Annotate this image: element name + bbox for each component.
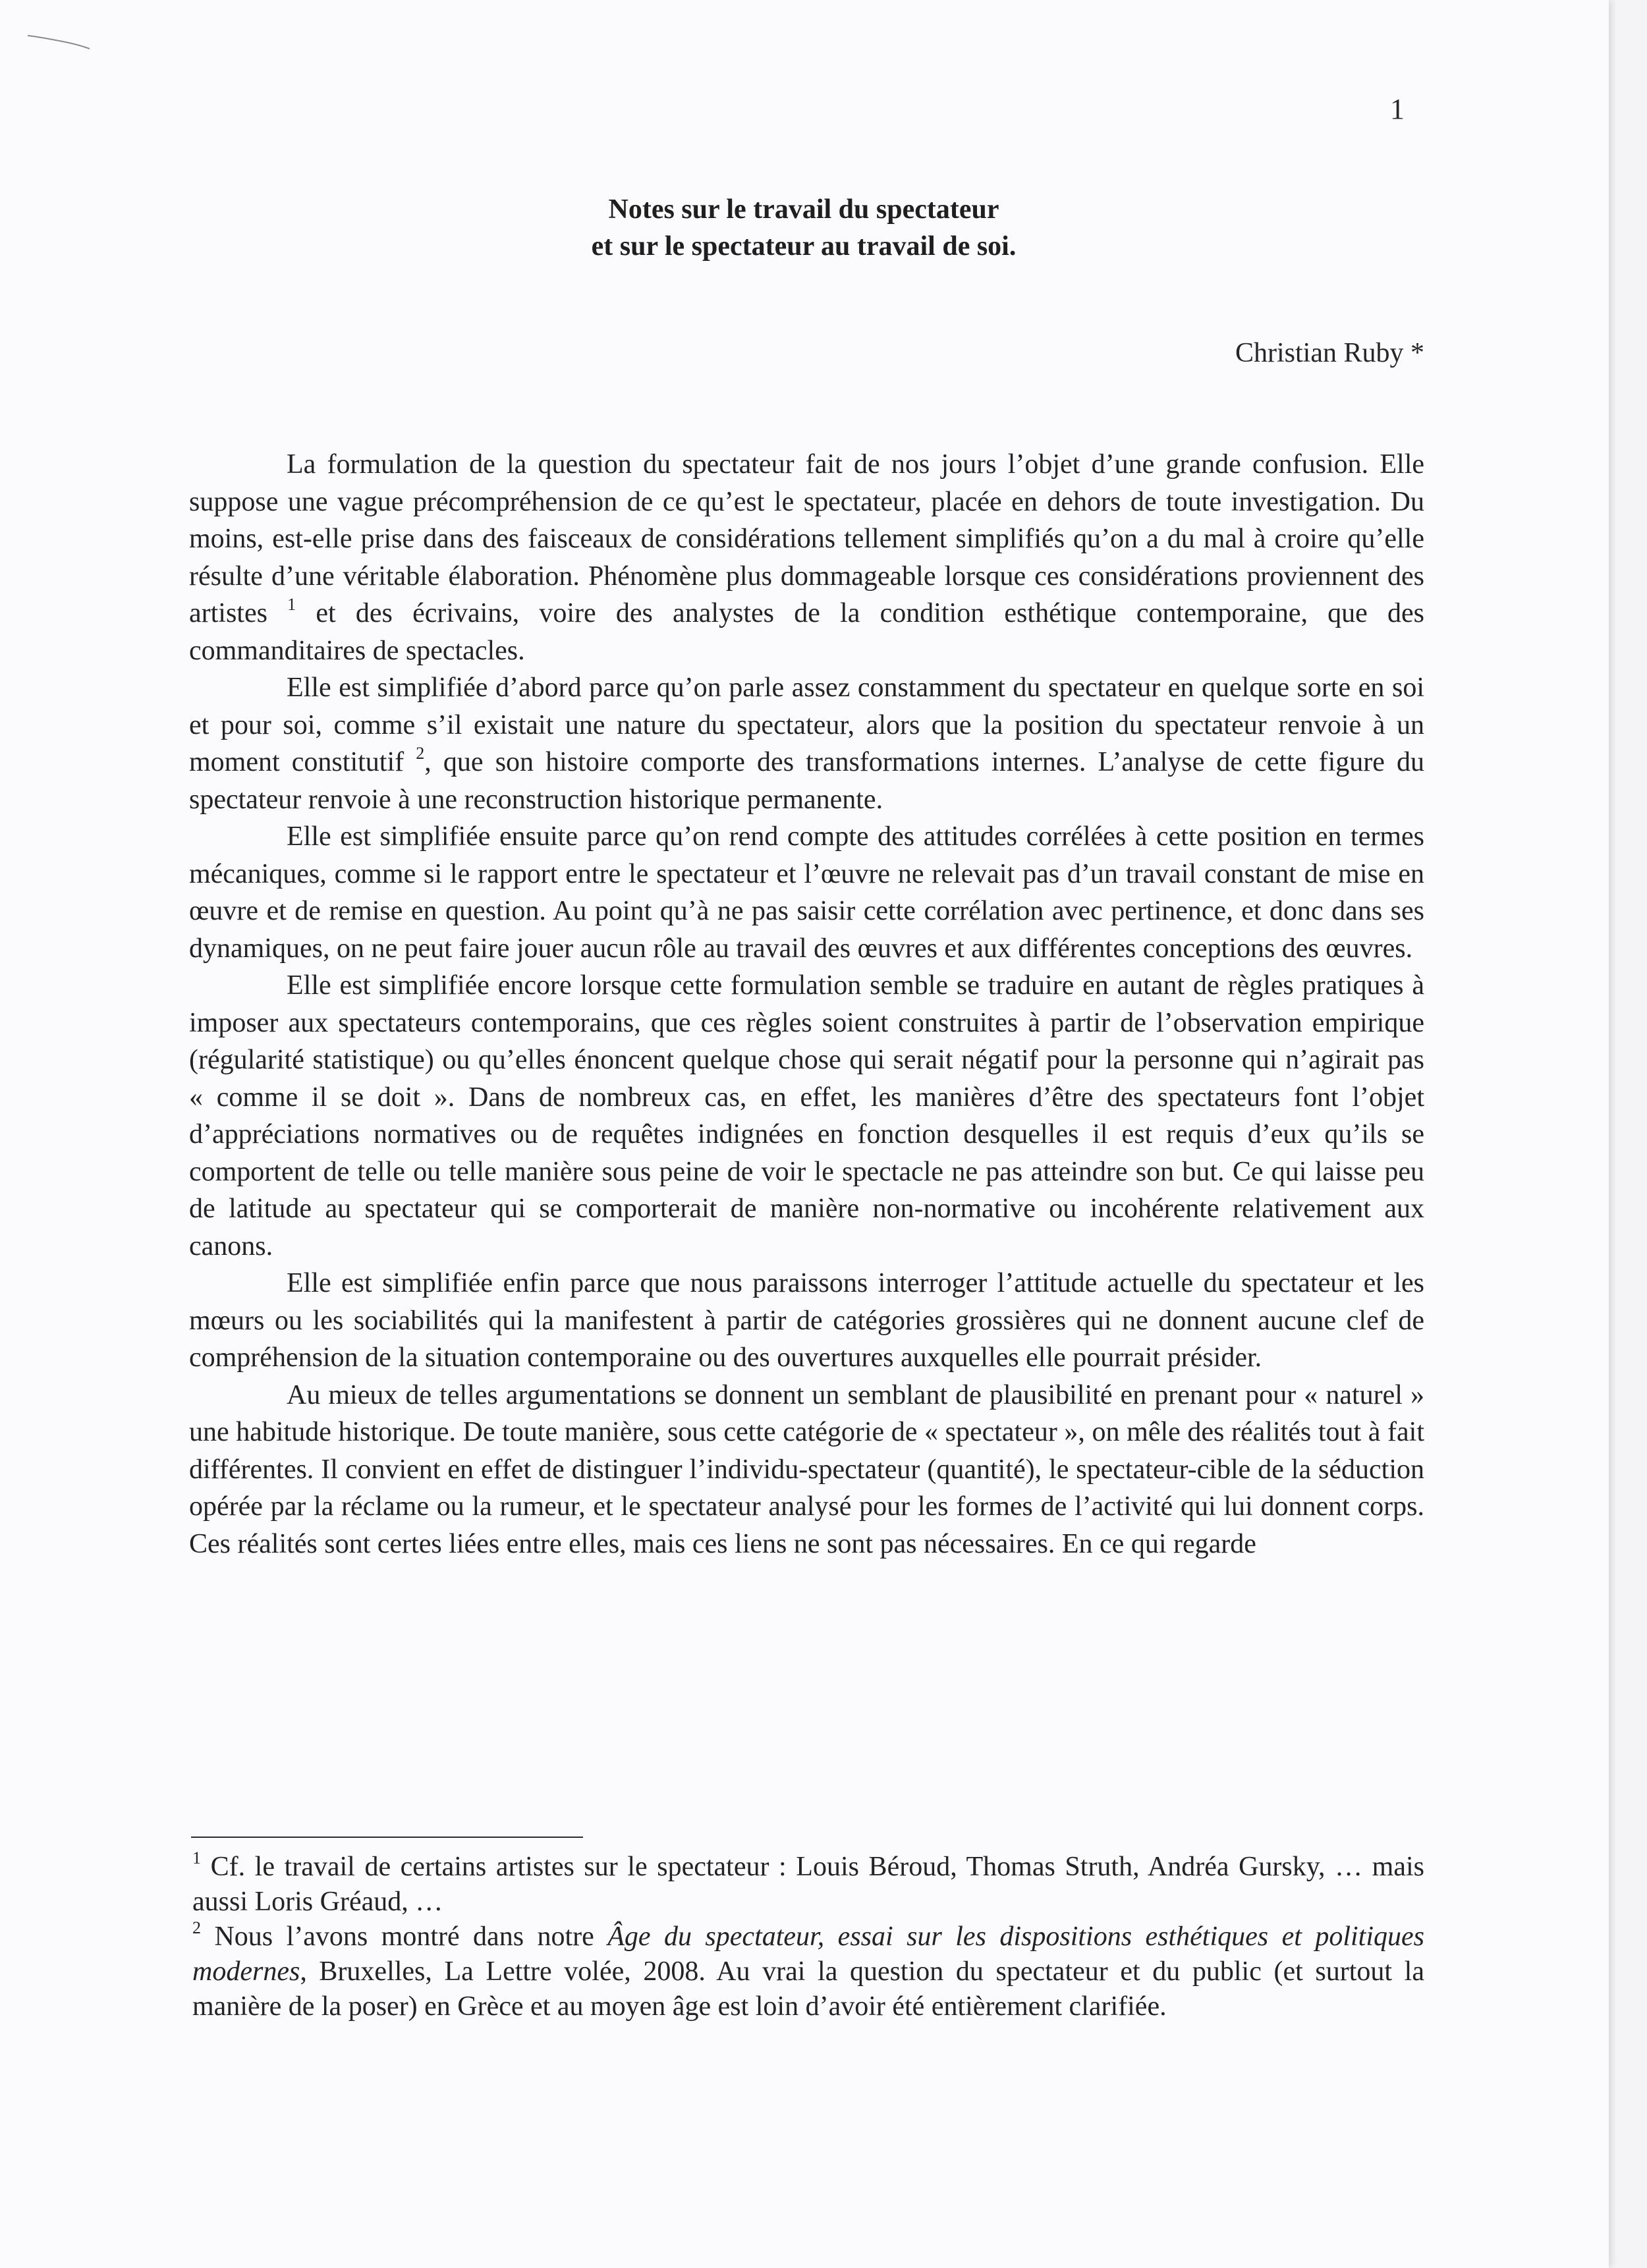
page-title [0,191,1607,265]
footnote-2 [192,1920,1424,2024]
paragraph-6: Au mieux de telles argumentations se donnent un semblant de plausibilité en prenant pour « naturel » une habitude historique. De toute manière, sous cette catégorie de « spectateur », on mêle des réalités tout à fait différentes. Il convient en effet de distinguer l’individu-spectateur (quantité), le spectateur-cible de la séduction opérée par la réclame ou la rumeur, et le spectateur analysé pour les formes de l’activité qui lui donnent corps. Ces réalités sont certes liées entre elles, mais ces liens ne sont pas nécessaires. En ce qui regarde [189,1379,1424,1559]
paragraph-1 [189,446,1424,669]
paragraph-3: Elle est simplifiée ensuite parce qu’on rend compte des attitudes corrélées à cette position en termes mécaniques, comme si le rapport entre le spectateur et l’œuvre ne relevait pas d’un travail constant de mise en œuvre et de remise en question. Au point qu’à ne pas saisir cette corrélation avec pertinence, et donc dans ses dynamiques, on ne peut faire jouer aucun rôle au travail des œuvres et aux différentes conceptions des œuvres. [189,821,1424,964]
paragraph-5: Elle est simplifiée enfin parce que nous paraissons interroger l’attitude actuelle du spectateur et les mœurs ou les sociabilités qui la manifestent à partir de catégories grossières qui ne donnent aucune clef de compréhension de la situation contemporaine ou des ouvertures auxquelles elle pourrait présider. [189,1268,1424,1373]
paragraph-4: Elle est simplifiée encore lorsque cette formulation semble se traduire en autant de règles pratiques à imposer aux spectateurs contemporains, que ces règles soient construites à partir de l’observation empirique (régularité statistique) ou qu’elles énoncent quelque chose qui serait négatif pour la personne qui n’agirait pas « comme il se doit ». Dans de nombreux cas, en effet, les manières d’être des spectateurs font l’objet d’appréciations normatives ou de requêtes indignées en fonction desquelles il est requis d’eux qu’ils se comportent de telle ou telle manière sous peine de voir le spectacle ne pas atteindre son but. Ce qui laisse peu de latitude au spectateur qui se comporterait de manière non-normative ou incohérente relativement aux canons. [189,970,1424,1261]
footnote-ref-1[interactable]: 1 [287,595,296,614]
footnote-ref-2[interactable]: 2 [416,744,425,763]
paragraph-2 [189,669,1424,818]
footnote-divider [191,1837,583,1838]
author: Christian Ruby * [1235,338,1424,368]
body-text [189,446,1424,1563]
paragraph-2-text-b: , que son histoire comporte des transformations internes. L’analyse de cette figure du spectateur renvoie à une reconstruction historique permanente. [189,747,1425,815]
title-line-1: Notes sur le travail du spectateur [608,194,999,225]
page-number: 1 [1390,93,1405,125]
paragraph-2-text-a: Elle est simplifiée d’abord parce qu’on parle assez constamment du spectateur en quelque sorte en soi et pour soi, comme s’il existait une nature du spectateur, alors que la position du spectateur renvoie à un moment constitutif [189,673,1424,777]
footnote-2-mark: 2 [192,1918,201,1937]
paragraph-1-text-b: et des écrivains, voire des analystes de la condition esthétique contemporaine, que des commanditaires de spectacles. [189,598,1424,666]
title-line-2: et sur le spectateur au travail de soi. [591,231,1017,262]
footnote-2-text-post: , Bruxelles, La Lettre volée, 2008. Au vrai la question du spectateur et du public (et surtout la manière de la poser) en Grèce et au moyen âge est loin d’avoir été entièrement clarifiée. [192,1956,1424,2022]
footnote-2-text-pre: Nous l’avons montré dans notre [201,1922,608,1952]
paragraph-1-text-a: La formulation de la question du spectateur fait de nos jours l’objet d’une grande confusion. Elle suppose une vague précompréhension de ce qu’est le spectateur, placée en dehors de toute investigation. Du moins, est-elle prise dans des faisceaux de considérations tellement simplifiés qu’on a du mal à croire qu’elle résulte d’une véritable élaboration. Phénomène plus dommageable lorsque ces considérations proviennent des artistes [189,449,1424,628]
footnote-2-book-title: Âge du spectateur, essai sur les dispositions esthétiques et politiques modernes [192,1922,1424,1987]
footnote-1 [192,1850,1424,1920]
footnote-1-mark: 1 [192,1848,201,1867]
footnote-1-text: Cf. le travail de certains artistes sur le spectateur : Louis Béroud, Thomas Struth, Andréa Gursky, … mais aussi Loris Gréaud, … [192,1852,1424,1917]
footnotes [192,1850,1424,2024]
pen-mark [26,26,92,53]
